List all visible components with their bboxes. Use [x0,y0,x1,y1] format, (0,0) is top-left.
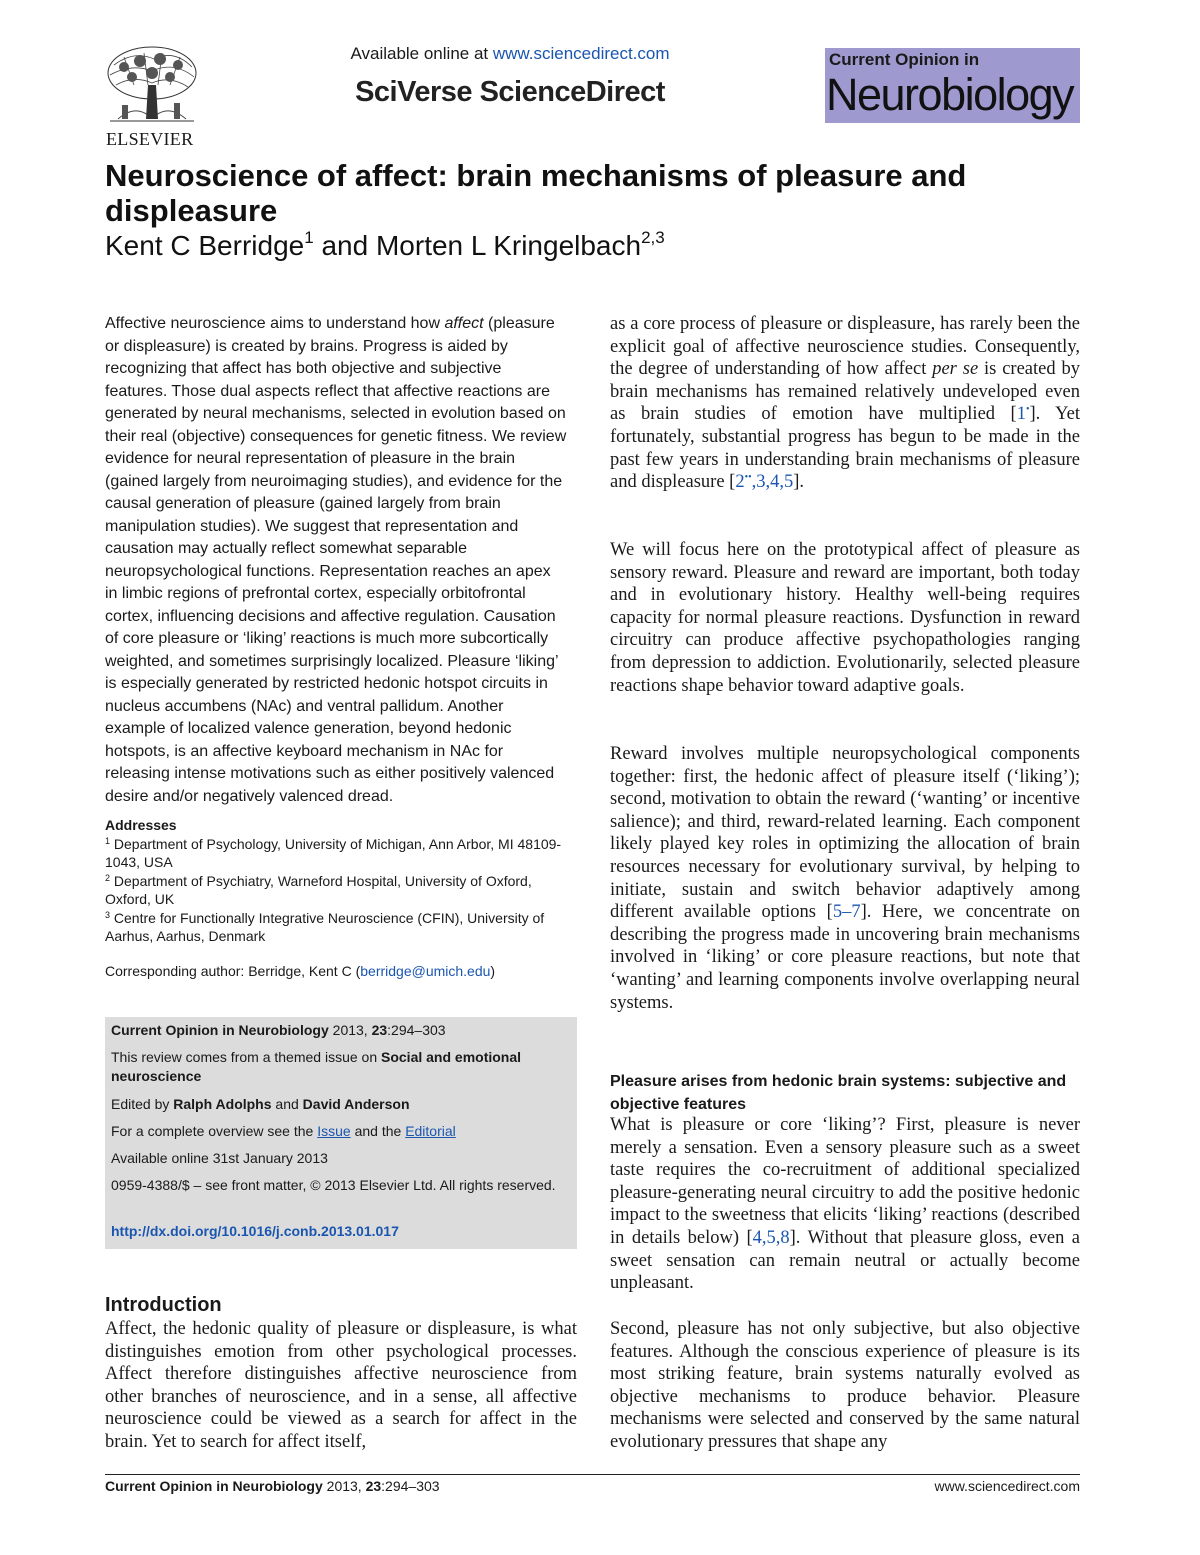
footer-citation [105,1478,440,1494]
p1-text-d: ]. [793,472,805,493]
article-info-box [105,1017,577,1249]
journal-banner [825,48,1080,123]
p3-text-a: Reward involves multiple neuropsychological components together: first, the hedonic affect of pleasure itself (‘liking’); second, motivation to obtain the reward (‘wanting’ or incentive salience); and third, reward-related learning. Each component likely played key roles in optimizing the allocation of brain resources necessary for evolutionary survival, by helping to initiate, sustain and switch behavior adaptively among different available options [ [610,744,1080,923]
edited-and: and [271,1096,303,1112]
article-title: Neuroscience of affect: brain mechanisms of pleasure and displeasure [105,158,967,228]
elsevier-logo [104,45,200,150]
theme-prefix: This review comes from a themed issue on [111,1049,381,1065]
corresponding-suffix: ) [490,963,496,979]
citation-year: 2013, [328,1022,372,1038]
availability-prefix: Available online at [350,44,493,63]
footer-volume: 23 [365,1478,382,1494]
address-number: 3 [105,909,111,920]
footer-year: 2013, [322,1478,366,1494]
doi-link[interactable]: http://dx.doi.org/10.1016/j.conb.2013.01.017 [111,1223,399,1239]
editors-line [111,1095,566,1114]
author-1-affiliation: 1 [304,228,314,247]
copyright-line: 0959-4388/$ – see front matter, © 2013 Elsevier Ltd. All rights reserved. [111,1177,556,1193]
citation-volume: 23 [371,1022,388,1038]
sciencedirect-link[interactable]: www.sciencedirect.com [492,44,670,63]
platform-name: SciVerse ScienceDirect [355,76,665,108]
abstract [105,313,567,808]
reference-links[interactable]: ,3,4,5 [751,472,794,493]
reference-link[interactable]: 1 [1016,404,1026,425]
footer-website[interactable]: www.sciencedirect.com [934,1478,1080,1494]
body-paragraph-3 [610,743,1080,1014]
corresponding-email-link[interactable]: berridge@umich.edu [360,963,491,979]
author-2: Morten L Kringelbach [375,230,642,261]
issue-link[interactable]: Issue [317,1123,351,1139]
reference-links[interactable]: 5–7 [832,902,861,923]
citation-pages: :294–303 [387,1022,446,1038]
address-text: Centre for Functionally Integrative Neuroscience (CFIN), University of Aarhus, Aarhus, Denmark [105,909,545,944]
editor-2: David Anderson [302,1096,410,1112]
body-paragraph-4 [610,1114,1080,1295]
section-heading: Pleasure arises from hedonic brain systems: subjective and objective features [610,1073,1067,1113]
edited-prefix: Edited by [111,1096,174,1112]
introduction-heading: Introduction [105,1294,222,1316]
overview-prefix: For a complete overview see the [111,1123,318,1139]
address-number: 2 [105,872,111,883]
footer-journal: Current Opinion in Neurobiology [105,1478,323,1494]
themed-issue-line [111,1048,566,1086]
reference-mark: • [1025,404,1030,416]
body-paragraph-5: Second, pleasure has not only subjective, but also objective features. Although the conscious experience of pleasure is its most striking feature, brain systems naturally evolved as objective mechanisms to produce behavior. Pleasure mechanisms were selected and conserved by the same natural evolutionary pressures that shape any [610,1319,1080,1452]
author-1: Kent C Berridge [105,230,305,261]
footer-pages: :294–303 [381,1478,440,1494]
reference-links[interactable]: 4,5,8 [752,1227,790,1248]
editorial-link[interactable]: Editorial [405,1123,456,1139]
address-text: Department of Psychology, University of Michigan, Ann Arbor, MI 48109-1043, USA [105,835,562,870]
p4-text-b: ]. Without that pleasure gloss, even a sweet sensation can remain neutral or actually become unpleasant. [610,1227,1080,1294]
introduction-paragraph: Affect, the hedonic quality of pleasure or displeasure, is what distinguishes emotion from other psychological processes. Affect therefore distinguishes affective neuroscience from other branches of neuroscience, and in a sense, all affective neuroscience could be viewed as a search for affect in the brain. Yet to search for affect itself, [105,1319,577,1452]
abstract-part-2: (pleasure or displeasure) is created by brains. Progress is aided by recognizing that affect has both objective and subjective features. Those dual aspects reflect that affective reactions are generated by neural mechanisms, selected in evolution based on their real (objective) consequences for genetic fitness. We review evidence for neural representation of pleasure in the brain (gained largely from neuroimaging studies), and evidence for the causal generation of pleasure (gained largely from brain manipulation studies). We suggest that representation and causation may actually reflect somewhat separable neuropsychological functions. Representation reaches an apex in limbic regions of prefrontal cortex, especially orbitofrontal cortex, influencing decisions and affective regulation. Causation of core pleasure or ‘liking’ reactions is much more subcortically weighted, and sometimes surprisingly localized. Pleasure ‘liking’ is especially generated by restricted hedonic hotspot circuits in nucleus accumbens (NAc) and ventral pallidum. Another example of localized valence generation, beyond hedonic hotspots, is an affective keyboard mechanism in NAc for releasing intense motivations such as either positively valenced desire and/or negatively valenced dread. [105,315,567,805]
corresponding-prefix: Corresponding author: Berridge, Kent C ( [105,963,361,979]
publisher-name: ELSEVIER [106,129,194,149]
theme-name: Social and emotional neuroscience [111,1049,522,1084]
p1-text-c: ]. Yet fortunately, substantial progress has begun to be made in the past few years in understanding brain mechanisms of pleasure and displeasure [ [610,404,1080,493]
address-number: 1 [105,835,111,846]
body-paragraph-2: We will focus here on the prototypical affect of pleasure as sensory reward. Pleasure and reward are important, both today and in evolutionary history. Healthy well-being requires capacity for normal pleasure reactions. Dysfunction in reward circuitry can produce affective psychopathologies ranging from depression to addiction. Evolutionarily, selected pleasure reactions shape behavior toward adaptive goals. [610,540,1080,696]
abstract-part-1: Affective neuroscience aims to understand how [105,315,445,332]
overview-line [111,1122,566,1141]
author-join: and [313,230,376,261]
reference-link[interactable]: 2 [735,472,745,493]
footer-divider [105,1474,1080,1475]
available-date: Available online 31st January 2013 [111,1150,328,1166]
p1-text-b: is created by brain mechanisms has remained relatively undeveloped even as brain studies of emotion have multiplied [ [610,359,1080,425]
p4-text-a: What is pleasure or core ‘liking’? First, pleasure is never merely a sensation. Even a sensory pleasure such as a sweet taste requires the co-recruitment of additional specialized pleasure-generating neural circuitry to add the positive hedonic impact to the sweetness that elicits ‘liking’ reactions (described in details below) [ [610,1115,1080,1248]
p3-text-b: ]. Here, we concentrate on describing the progress made in uncovering brain mechanisms involved in ‘liking’ or core pleasure reactions, but note that ‘wanting’ and learning components involve overlapping neural systems. [610,902,1080,1013]
journal-series: Current Opinion in [829,50,980,69]
editor-1: Ralph Adolphs [173,1096,272,1112]
citation-line [111,1021,566,1040]
address-item [105,909,575,946]
author-line [105,230,665,262]
corresponding-author [105,963,495,979]
journal-name: Neurobiology [826,69,1074,120]
availability-line [300,44,720,64]
p1-italic: per se [932,359,979,380]
addresses [105,816,575,946]
citation-journal: Current Opinion in Neurobiology [111,1022,329,1038]
addresses-heading: Addresses [105,817,177,833]
address-item [105,872,575,909]
overview-and: and the [350,1123,406,1139]
address-item [105,835,575,872]
reference-mark: •• [744,472,752,484]
body-paragraph-1 [610,313,1080,494]
p1-text-a: as a core process of pleasure or displeasure, has rarely been the explicit goal of affective neuroscience studies. Consequently, the degree of understanding of how affect [610,314,1080,380]
abstract-italic: affect [444,315,484,332]
author-2-affiliation: 2,3 [641,228,665,247]
address-text: Department of Psychiatry, Warneford Hospital, University of Oxford, Oxford, UK [105,872,532,907]
